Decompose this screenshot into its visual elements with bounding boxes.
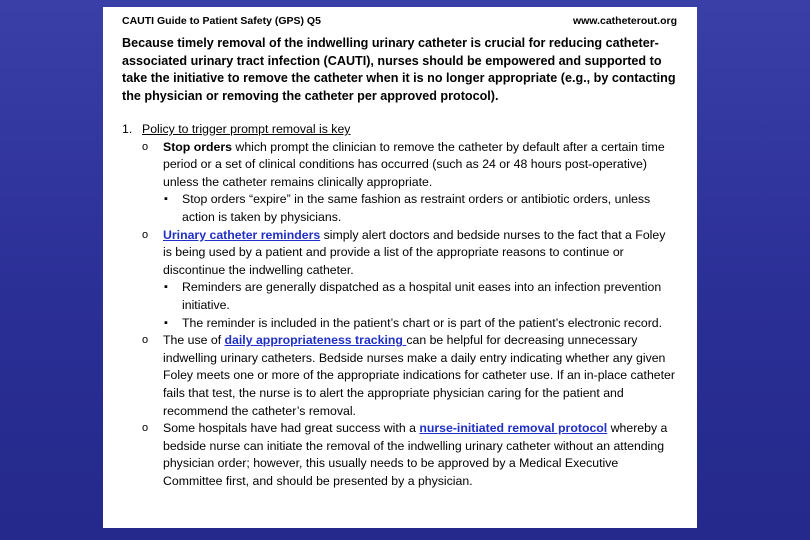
item-text: which prompt the clinician to remove the catheter by default after a certain time period or a set of clinical conditions has occurred (such as 24 or 48 hours post-operative) unless the catheter remains clinically appropriate. [163, 139, 665, 189]
policy-item-daily-tracking [122, 332, 677, 420]
square-bullet-icon: ▪ [164, 281, 168, 294]
item-pre-text: Some hospitals have had great success with a [163, 421, 420, 436]
policy-number: 1. [122, 122, 133, 136]
sub-bullet-item [122, 191, 677, 226]
square-bullet-icon: ▪ [164, 316, 168, 329]
item-text: simply alert doctors and bedside nurses to the fact that a Foley is being used by a patient and provide a list of the appropriate reasons to continue or discontinue the indwelling catheter. [163, 227, 666, 277]
sub-bullet-text: Stop orders “expire” in the same fashion as restraint orders or antibiotic orders, unless action is taken by physicians. [182, 192, 651, 224]
item-lead: Stop orders [163, 139, 233, 154]
policy-section [122, 121, 677, 490]
intro-paragraph: Because timely removal of the indwelling urinary catheter is crucial for reducing catheter-associated urinary tract infection (CAUTI), nurses should be empowered and supported to take the initiative to remove the catheter when it is no longer appropriate (e.g., by contacting the physician or removing the catheter per approved protocol). [122, 36, 676, 103]
hollow-bullet-icon: o [142, 140, 149, 153]
hollow-bullet-icon: o [142, 228, 149, 241]
hollow-bullet-icon: o [142, 422, 149, 435]
item-text: whereby a bedside nurse can initiate the removal of the indwelling urinary catheter without an attending physician order; however, this usually needs to be approved by a Medical Executive Committee first, and should be presented by a physician. [163, 421, 668, 488]
sub-bullet-item [122, 279, 677, 314]
sub-bullet-item [122, 315, 677, 333]
policy-item-stop-orders [122, 139, 677, 192]
policy-title: Policy to trigger prompt removal is key [142, 122, 351, 136]
item-text: can be helpful for decreasing unnecessary indwelling urinary catheters. Bedside nurses make a daily entry indicating whether any given Foley meets one or more of the appropriate indications for catheter use. If an in-place catheter fails that test, the nurse is to alert the appropriate physician caring for the patient and recommend the catheter’s removal. [163, 333, 675, 418]
policy-item-reminders [122, 227, 677, 280]
hollow-bullet-icon: o [142, 334, 149, 347]
square-bullet-icon: ▪ [164, 193, 168, 206]
link-urinary-catheter-reminders[interactable]: Urinary catheter reminders [163, 227, 321, 242]
policy-heading [122, 121, 677, 139]
document-page [103, 7, 697, 528]
sub-bullet-text: The reminder is included in the patient’s chart or is part of the patient’s electronic record. [182, 315, 663, 330]
document-title: CAUTI Guide to Patient Safety (GPS) Q5 [122, 15, 321, 27]
policy-item-nurse-protocol [122, 420, 677, 490]
link-nurse-initiated-removal-protocol[interactable]: nurse-initiated removal protocol [419, 421, 608, 436]
website-url: www.catheterout.org [572, 15, 677, 27]
document-header [122, 15, 677, 28]
item-pre-text: The use of [163, 333, 225, 348]
sub-bullet-text: Reminders are generally dispatched as a hospital unit eases into an infection prevention initiative. [182, 280, 662, 312]
link-daily-appropriateness-tracking[interactable]: daily appropriateness tracking [224, 333, 407, 348]
